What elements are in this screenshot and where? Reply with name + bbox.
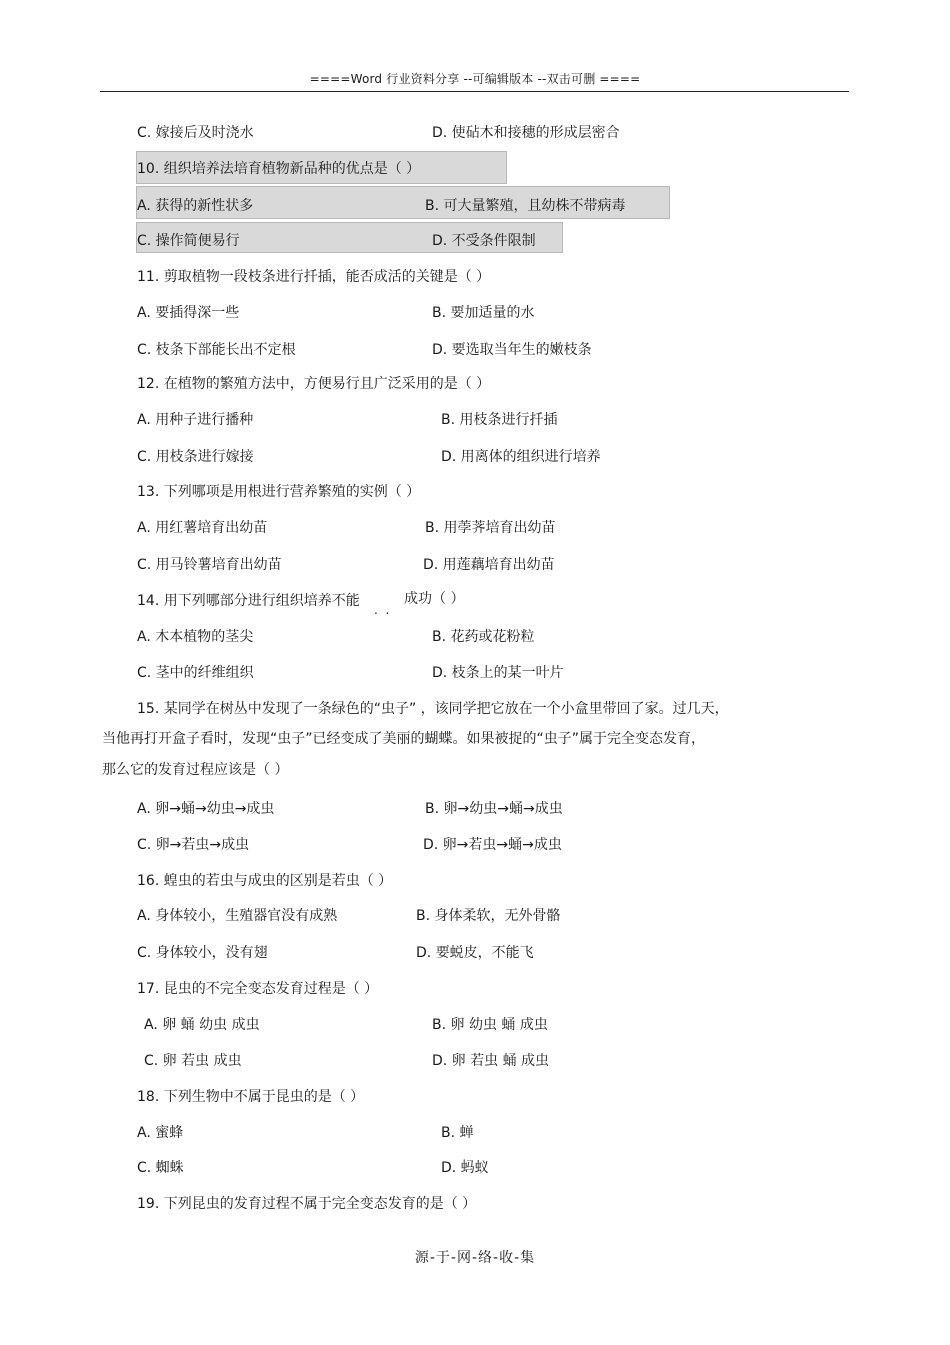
option-c-q17: C. 卵 若虫 成虫 — [144, 1053, 242, 1069]
question-14-stem: 14. 用下列哪部分进行组织培养不能 — [137, 593, 360, 609]
option-b-q11: B. 要加适量的水 — [432, 305, 535, 321]
question-12: 12. 在植物的繁殖方法中，方便易行且广泛采用的是（ ） — [137, 376, 491, 392]
option-d-q12: D. 用离体的组织进行培养 — [441, 449, 601, 465]
option-c-q12: C. 用枝条进行嫁接 — [137, 449, 254, 465]
option-d-q14: D. 枝条上的某一叶片 — [432, 665, 564, 681]
option-b-q18: B. 蝉 — [441, 1125, 474, 1141]
option-b-q12: B. 用枝条进行扦插 — [441, 412, 558, 428]
page-footer: 源-于-网-络-收-集 — [414, 1250, 536, 1266]
question-14-tail: 成功（ ） — [404, 591, 465, 607]
question-17: 17. 昆虫的不完全变态发育过程是（ ） — [137, 981, 379, 997]
option-c-q11: C. 枝条下部能长出不定根 — [137, 342, 296, 358]
option-a-q10: A. 获得的新性状多 — [137, 198, 254, 214]
option-d-q13: D. 用莲藕培育出幼苗 — [423, 557, 555, 573]
option-c-q10: C. 操作简便易行 — [137, 233, 240, 249]
option-b-q10: B. 可大量繁殖，且幼株不带病毒 — [425, 198, 626, 214]
question-11: 11. 剪取植物一段枝条进行扦插，能否成活的关键是（ ） — [137, 269, 491, 285]
option-d-q10: D. 不受条件限制 — [432, 233, 536, 249]
option-c-q9: C. 嫁接后及时浇水 — [137, 125, 254, 141]
question-18: 18. 下列生物中不属于昆虫的是（ ） — [137, 1089, 365, 1105]
option-a-q18: A. 蜜蜂 — [137, 1125, 184, 1141]
option-b-q16: B. 身体柔软，无外骨骼 — [416, 908, 561, 924]
page-header: ====Word 行业资料分享 --可编辑版本 --双击可删 ==== — [309, 72, 641, 86]
option-b-q13: B. 用荸荠培育出幼苗 — [425, 520, 556, 536]
option-a-q16: A. 身体较小，生殖器官没有成熟 — [137, 908, 338, 924]
question-19: 19. 下列昆虫的发育过程不属于完全变态发育的是（ ） — [137, 1196, 477, 1212]
question-15-line3: 那么它的发育过程应该是（ ） — [102, 762, 289, 778]
header-rule — [100, 91, 849, 92]
option-a-q11: A. 要插得深一些 — [137, 305, 240, 321]
option-c-q16: C. 身体较小，没有翅 — [137, 945, 268, 961]
option-b-q17: B. 卵 幼虫 蛹 成虫 — [432, 1017, 548, 1033]
option-c-q18: C. 蜘蛛 — [137, 1160, 184, 1176]
option-a-q13: A. 用红薯培育出幼苗 — [137, 520, 268, 536]
option-a-q15: A. 卵→蛹→幼虫→成虫 — [137, 801, 275, 817]
option-b-q14: B. 花药或花粉粒 — [432, 629, 535, 645]
option-d-q17: D. 卵 若虫 蛹 成虫 — [432, 1053, 550, 1069]
emphasis-dots: . . — [374, 603, 390, 617]
question-16: 16. 蝗虫的若虫与成虫的区别是若虫（ ） — [137, 873, 393, 889]
question-15-line1: 15. 某同学在树丛中发现了一条绿色的“虫子” ，该同学把它放在一个小盒里带回了家。过几天， — [137, 701, 729, 717]
option-c-q14: C. 茎中的纤维组织 — [137, 665, 254, 681]
option-d-q16: D. 要蜕皮，不能飞 — [416, 945, 534, 961]
question-10: 10. 组织培养法培育植物新品种的优点是（ ） — [137, 161, 421, 177]
option-d-q9: D. 使砧木和接穗的形成层密合 — [432, 125, 620, 141]
question-15-line2: 当他再打开盒子看时，发现“虫子”已经变成了美丽的蝴蝶。如果被捉的“虫子”属于完全变态发育， — [102, 731, 706, 747]
question-13: 13. 下列哪项是用根进行营养繁殖的实例（ ） — [137, 484, 421, 500]
option-d-q11: D. 要选取当年生的嫩枝条 — [432, 342, 592, 358]
option-a-q14: A. 木本植物的茎尖 — [137, 629, 254, 645]
option-a-q12: A. 用种子进行播种 — [137, 412, 254, 428]
option-c-q15: C. 卵→若虫→成虫 — [137, 837, 250, 853]
option-a-q17: A. 卵 蛹 幼虫 成虫 — [144, 1017, 260, 1033]
option-d-q18: D. 蚂蚁 — [441, 1160, 489, 1176]
option-d-q15: D. 卵→若虫→蛹→成虫 — [423, 837, 562, 853]
option-c-q13: C. 用马铃薯培育出幼苗 — [137, 557, 282, 573]
option-b-q15: B. 卵→幼虫→蛹→成虫 — [425, 801, 563, 817]
